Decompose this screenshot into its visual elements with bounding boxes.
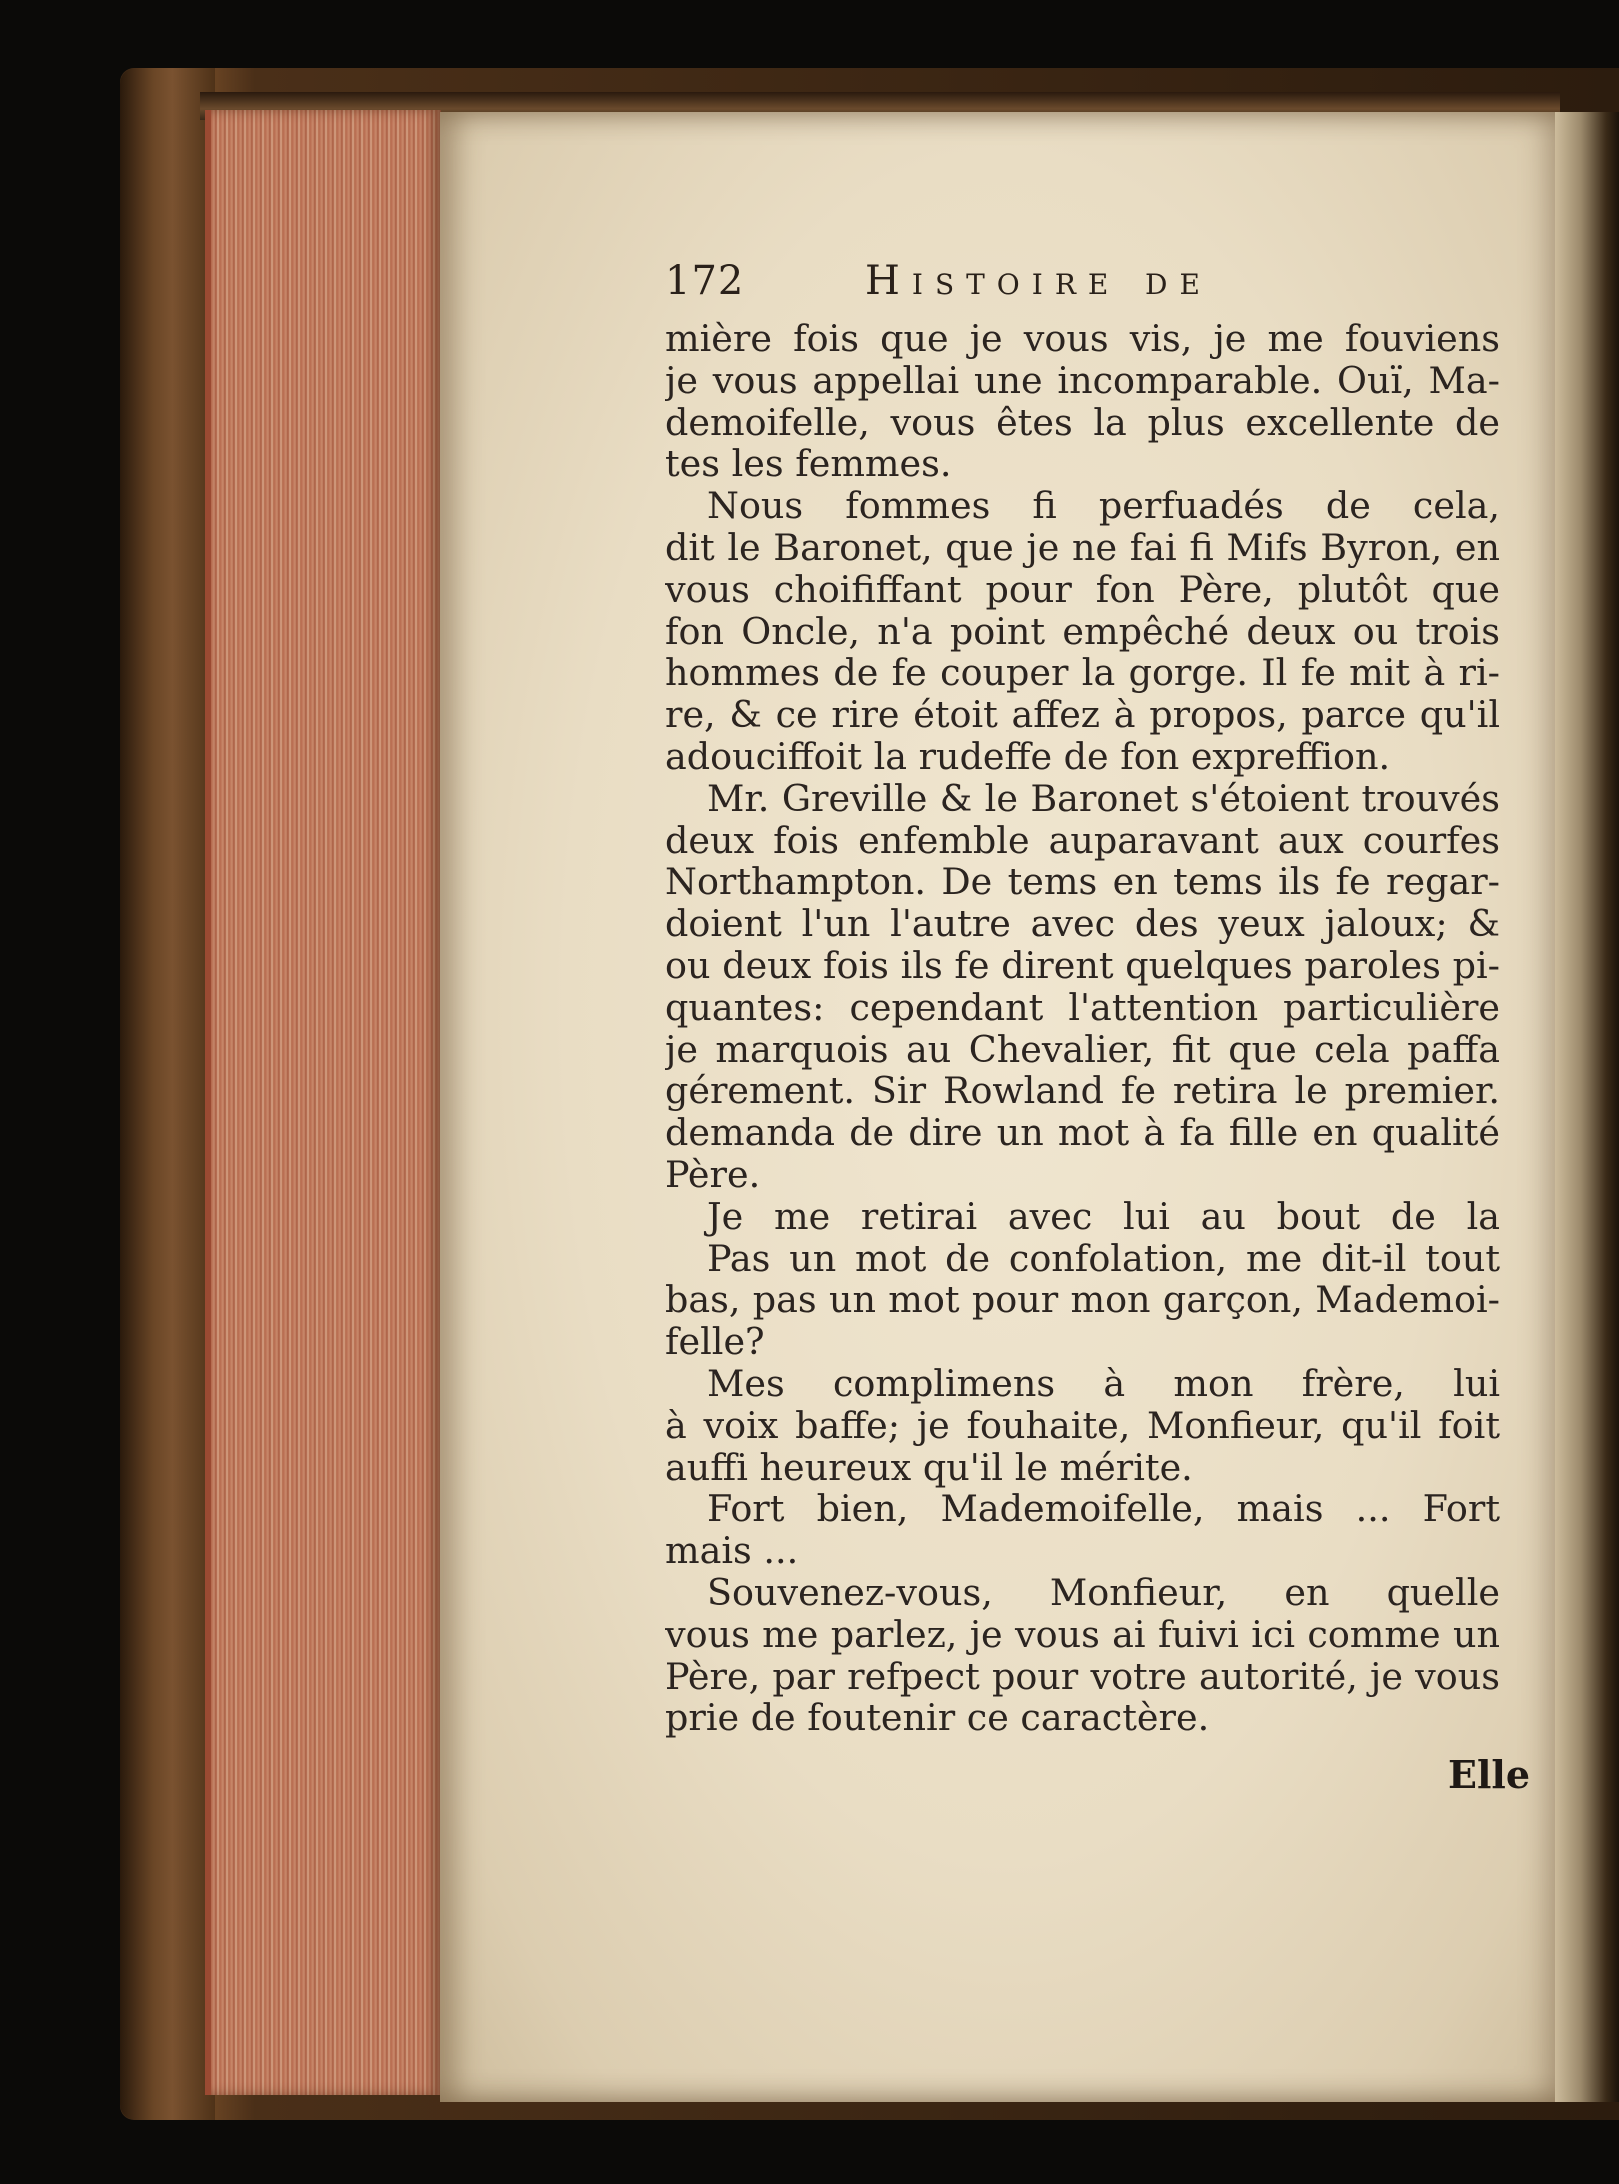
text-line: tes les femmes.	[665, 442, 952, 486]
red-page-edges	[205, 110, 441, 2095]
text-line: Northampton. De tems en tems ils fe regar-	[665, 861, 1500, 904]
text-line: prie de foutenir ce caractère.	[665, 1696, 1210, 1740]
text-line: gérement. Sir Rowland fe retira le premier.	[665, 1070, 1500, 1113]
text-line: Pas un mot de confolation, me dit-il tout	[707, 1237, 1500, 1280]
text-line: Mr. Greville & le Baronet s'étoient trouvés	[707, 777, 1500, 820]
text-line: mais ...	[665, 1529, 799, 1573]
text-line: doient l'un l'autre avec des yeux jaloux; &	[665, 903, 1500, 945]
gutter-shadow	[1555, 112, 1619, 2102]
text-line: Mes complimens à mon frère, lui	[707, 1362, 1500, 1405]
text-line: Père, par refpect pour votre autorité, je vous	[665, 1655, 1500, 1698]
text-line: vous choififfant pour fon Père, plutôt que	[665, 568, 1500, 611]
text-line: hommes de fe couper la gorge. Il fe mit à ri-	[665, 652, 1500, 695]
text-line: Père.	[665, 1152, 761, 1196]
text-line: Je me retirai avec lui au bout de la	[707, 1195, 1500, 1238]
text-line: Fort bien, Mademoifelle, mais ... Fort	[707, 1488, 1500, 1531]
text-line: demanda de dire un mot à fa fille en qualité	[665, 1112, 1500, 1154]
text-line: felle?	[665, 1320, 765, 1364]
text-line: adouciffoit la rudeffe de fon expreffion.	[665, 734, 1391, 778]
text-line: vous me parlez, je vous ai fuivi ici comme un	[665, 1613, 1500, 1656]
catchword: Elle	[1448, 1752, 1531, 1797]
page-number: 172	[665, 258, 745, 304]
text-line: auffi heureux qu'il le mérite.	[665, 1445, 1193, 1489]
text-line: demoifelle, vous êtes la plus excellente de	[665, 401, 1500, 444]
text-line: fon Oncle, n'a point empêché deux ou trois	[665, 610, 1500, 653]
text-line: bas, pas un mot pour mon garçon, Mademoi-	[665, 1279, 1500, 1322]
running-title: Histoire de	[865, 258, 1212, 304]
text-line: dit le Baronet, que je ne fai fi Mifs Byron, en	[665, 526, 1500, 569]
page-header	[665, 258, 1425, 308]
body-text	[665, 318, 1500, 1739]
text-line: mière fois que je vous vis, je me fouviens	[665, 318, 1500, 360]
text-line: je vous appellai une incomparable. Ouï, Ma-	[665, 359, 1500, 402]
text-line: à voix baffe; je fouhaite, Monfieur, qu'il foit	[665, 1404, 1500, 1447]
text-line: ou deux fois ils fe dirent quelques paroles pi-	[665, 944, 1500, 987]
text-line: re, & ce rire étoit affez à propos, parce qu'il	[665, 694, 1500, 736]
leather-cover-edge	[120, 68, 215, 2120]
text-line: quantes: cependant l'attention particulière	[665, 986, 1500, 1029]
text-line: Souvenez-vous, Monfieur, en quelle	[707, 1571, 1500, 1614]
text-line: deux fois enfemble auparavant aux courfes	[665, 819, 1500, 862]
text-line: je marquois au Chevalier, fit que cela paffa	[665, 1028, 1500, 1071]
text-line: Nous fommes fi perfuadés de cela,	[707, 485, 1500, 527]
